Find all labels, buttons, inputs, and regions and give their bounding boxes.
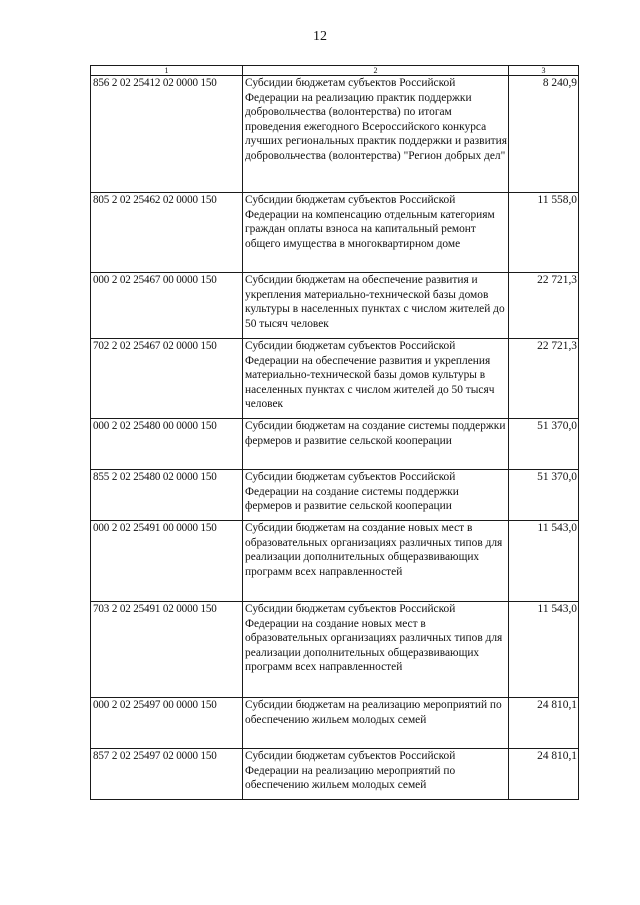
row-code: 703 2 02 25491 02 0000 150 bbox=[91, 602, 243, 698]
row-amount: 51 370,0 bbox=[509, 419, 579, 470]
page-number: 12 bbox=[313, 29, 327, 44]
row-amount: 51 370,0 bbox=[509, 470, 579, 521]
row-description: Субсидии бюджетам субъектов Российской Федерации на реализацию практик поддержки добровольчества (волонтерства) по итогам проведения ежегодного Всероссийского конкурса лучших региональных практик поддержки и развития добровольчества (волонтерства) "Регион добрых дел" bbox=[243, 76, 509, 193]
row-code: 000 2 02 25467 00 0000 150 bbox=[91, 273, 243, 339]
table-row bbox=[91, 749, 579, 800]
row-description: Субсидии бюджетам на создание системы поддержки фермеров и развитие сельской кооперации bbox=[243, 419, 509, 470]
budget-table bbox=[90, 65, 579, 800]
table-row bbox=[91, 698, 579, 749]
table-row bbox=[91, 339, 579, 419]
table-header-row bbox=[91, 66, 579, 76]
row-code: 000 2 02 25497 00 0000 150 bbox=[91, 698, 243, 749]
table-row bbox=[91, 521, 579, 602]
row-code: 856 2 02 25412 02 0000 150 bbox=[91, 76, 243, 193]
row-code: 000 2 02 25480 00 0000 150 bbox=[91, 419, 243, 470]
row-amount: 24 810,1 bbox=[509, 749, 579, 800]
row-code: 805 2 02 25462 02 0000 150 bbox=[91, 193, 243, 273]
row-description: Субсидии бюджетам субъектов Российской Федерации на создание новых мест в образовательных организациях различных типов для реализации дополнительных общеразвивающих программ всех направленностей bbox=[243, 602, 509, 698]
row-description: Субсидии бюджетам на обеспечение развития и укрепления материально-технической базы домов культуры в населенных пунктах с числом жителей до 50 тысяч человек bbox=[243, 273, 509, 339]
column-header-amount: 3 bbox=[509, 66, 579, 76]
row-code: 857 2 02 25497 02 0000 150 bbox=[91, 749, 243, 800]
row-amount: 8 240,9 bbox=[509, 76, 579, 193]
row-amount: 22 721,3 bbox=[509, 273, 579, 339]
row-code: 702 2 02 25467 02 0000 150 bbox=[91, 339, 243, 419]
row-description: Субсидии бюджетам на создание новых мест в образовательных организациях различных типов для реализации дополнительных общеразвивающих программ всех направленностей bbox=[243, 521, 509, 602]
row-description: Субсидии бюджетам субъектов Российской Федерации на обеспечение развития и укрепления материально-технической базы домов культуры в населенных пунктах с числом жителей до 50 тысяч человек bbox=[243, 339, 509, 419]
row-amount: 22 721,3 bbox=[509, 339, 579, 419]
row-description: Субсидии бюджетам субъектов Российской Федерации на компенсацию отдельным категориям граждан оплаты взноса на капитальный ремонт общего имущества в многоквартирном доме bbox=[243, 193, 509, 273]
table-row bbox=[91, 273, 579, 339]
table-row bbox=[91, 470, 579, 521]
table-row bbox=[91, 76, 579, 193]
row-amount: 11 543,0 bbox=[509, 602, 579, 698]
column-header-code: 1 bbox=[91, 66, 243, 76]
column-header-description: 2 bbox=[243, 66, 509, 76]
row-code: 000 2 02 25491 00 0000 150 bbox=[91, 521, 243, 602]
row-amount: 11 543,0 bbox=[509, 521, 579, 602]
row-description: Субсидии бюджетам субъектов Российской Федерации на реализацию мероприятий по обеспечению жильем молодых семей bbox=[243, 749, 509, 800]
row-code: 855 2 02 25480 02 0000 150 bbox=[91, 470, 243, 521]
row-description: Субсидии бюджетам на реализацию мероприятий по обеспечению жильем молодых семей bbox=[243, 698, 509, 749]
row-amount: 24 810,1 bbox=[509, 698, 579, 749]
table-row bbox=[91, 193, 579, 273]
table-row bbox=[91, 419, 579, 470]
table-row bbox=[91, 602, 579, 698]
row-amount: 11 558,0 bbox=[509, 193, 579, 273]
row-description: Субсидии бюджетам субъектов Российской Федерации на создание системы поддержки фермеров и развитие сельской кооперации bbox=[243, 470, 509, 521]
